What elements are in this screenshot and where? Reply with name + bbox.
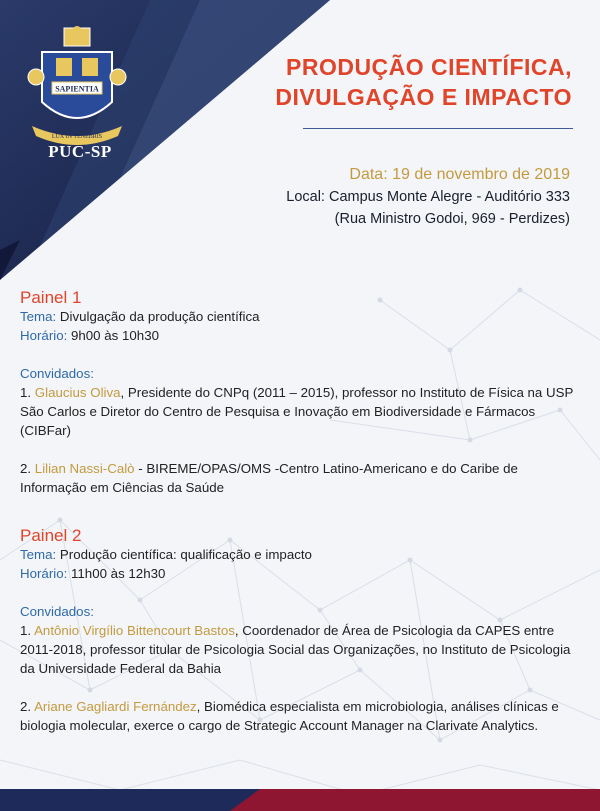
horario-value: 9h00 às 10h30: [67, 328, 159, 343]
horario-value: 11h00 às 12h30: [67, 566, 166, 581]
guest-desc: - BIREME/OPAS/OMS -Centro Latino-Americano e do Caribe de Informação em Ciências da Saúde: [20, 461, 518, 495]
guest-name: Antônio Virgílio Bittencourt Bastos: [34, 623, 235, 638]
guest-item: 1. Antônio Virgílio Bittencourt Bastos, Coordenador de Área de Psicologia da CAPES entre 2011-2018, professor titular de Psicologia Social das Organizações, no Instituto de Psicologia da Universidade Federal da Bahia: [20, 623, 571, 676]
guest-desc: , Coordenador de Área de Psicologia da CAPES entre 2011-2018, professor titular de Psicologia Social das Organizações, no Instituto de Psicologia da Universidade Federal da Bahia: [20, 623, 571, 676]
guests-label: Convidados:: [20, 366, 94, 381]
panel-2: [20, 526, 580, 735]
event-location: Local: Campus Monte Alegre - Auditório 333: [286, 189, 570, 205]
page-title: [252, 52, 572, 112]
tema-value: Produção científica: qualificação e impacto: [56, 547, 312, 562]
tema-label: Tema:: [20, 309, 57, 324]
panel-1-heading: Painel 1: [20, 288, 82, 307]
guest-item: 2. Ariane Gagliardi Fernández, Biomédica especialista em microbiologia, análises clínicas e biologia molecular, exerce o cargo de Strategic Account Manager na Clarivate Analytics.: [20, 699, 559, 733]
svg-text:LUX IN TENEBRIS: LUX IN TENEBRIS: [51, 134, 103, 140]
title-line-1: PRODUÇÃO CIENTÍFICA,: [286, 54, 572, 80]
horario-label: Horário:: [20, 566, 68, 581]
guest-name: Lilian Nassi-Calò: [34, 461, 135, 476]
panel-2-heading: Painel 2: [20, 526, 82, 545]
event-info: [286, 164, 570, 230]
guest-item: 1. Glaucius Oliva, Presidente do CNPq (2011 – 2015), professor no Instituto de Física na USP São Carlos e Diretor do Centro de Pesquisa e Inovação em Biodiversidade e Fármacos (CIBFar): [20, 385, 574, 438]
panel-1: [20, 288, 580, 497]
panel-1-horario: [20, 326, 580, 345]
title-line-2: DIVULGAÇÃO E IMPACTO: [275, 84, 572, 110]
event-date: Data: 19 de novembro de 2019: [349, 166, 570, 183]
guest-item: 2. Lilian Nassi-Calò - BIREME/OPAS/OMS -Centro Latino-Americano e do Caribe de Informação em Ciências da Saúde: [20, 461, 518, 495]
guest-name: Ariane Gagliardi Fernández: [34, 699, 197, 714]
guest-desc: , Biomédica especialista em microbiologia, análises clínicas e biologia molecular, exerce o cargo de Strategic Account Manager na Clarivate Analytics.: [20, 699, 559, 733]
guests-label: Convidados:: [20, 604, 94, 619]
tema-label: Tema:: [20, 547, 57, 562]
title-divider: [303, 128, 573, 129]
logo-label: PUC-SP: [48, 142, 112, 161]
panel-2-tema: [20, 545, 580, 564]
guest-desc: , Presidente do CNPq (2011 – 2015), professor no Instituto de Física na USP São Carlos e Diretor do Centro de Pesquisa e Inovação em Biodiversidade e Fármacos (CIBFar): [20, 385, 574, 438]
event-address: (Rua Ministro Godoi, 969 - Perdizes): [334, 211, 570, 227]
guest-name: Glaucius Oliva: [34, 385, 121, 400]
panel-1-tema: [20, 307, 580, 326]
panel-2-horario: [20, 564, 580, 583]
tema-value: Divulgação da produção científica: [56, 309, 260, 324]
horario-label: Horário:: [20, 328, 68, 343]
footer-strip: [0, 789, 600, 811]
svg-text:SAPIENTIA: SAPIENTIA: [55, 84, 99, 94]
